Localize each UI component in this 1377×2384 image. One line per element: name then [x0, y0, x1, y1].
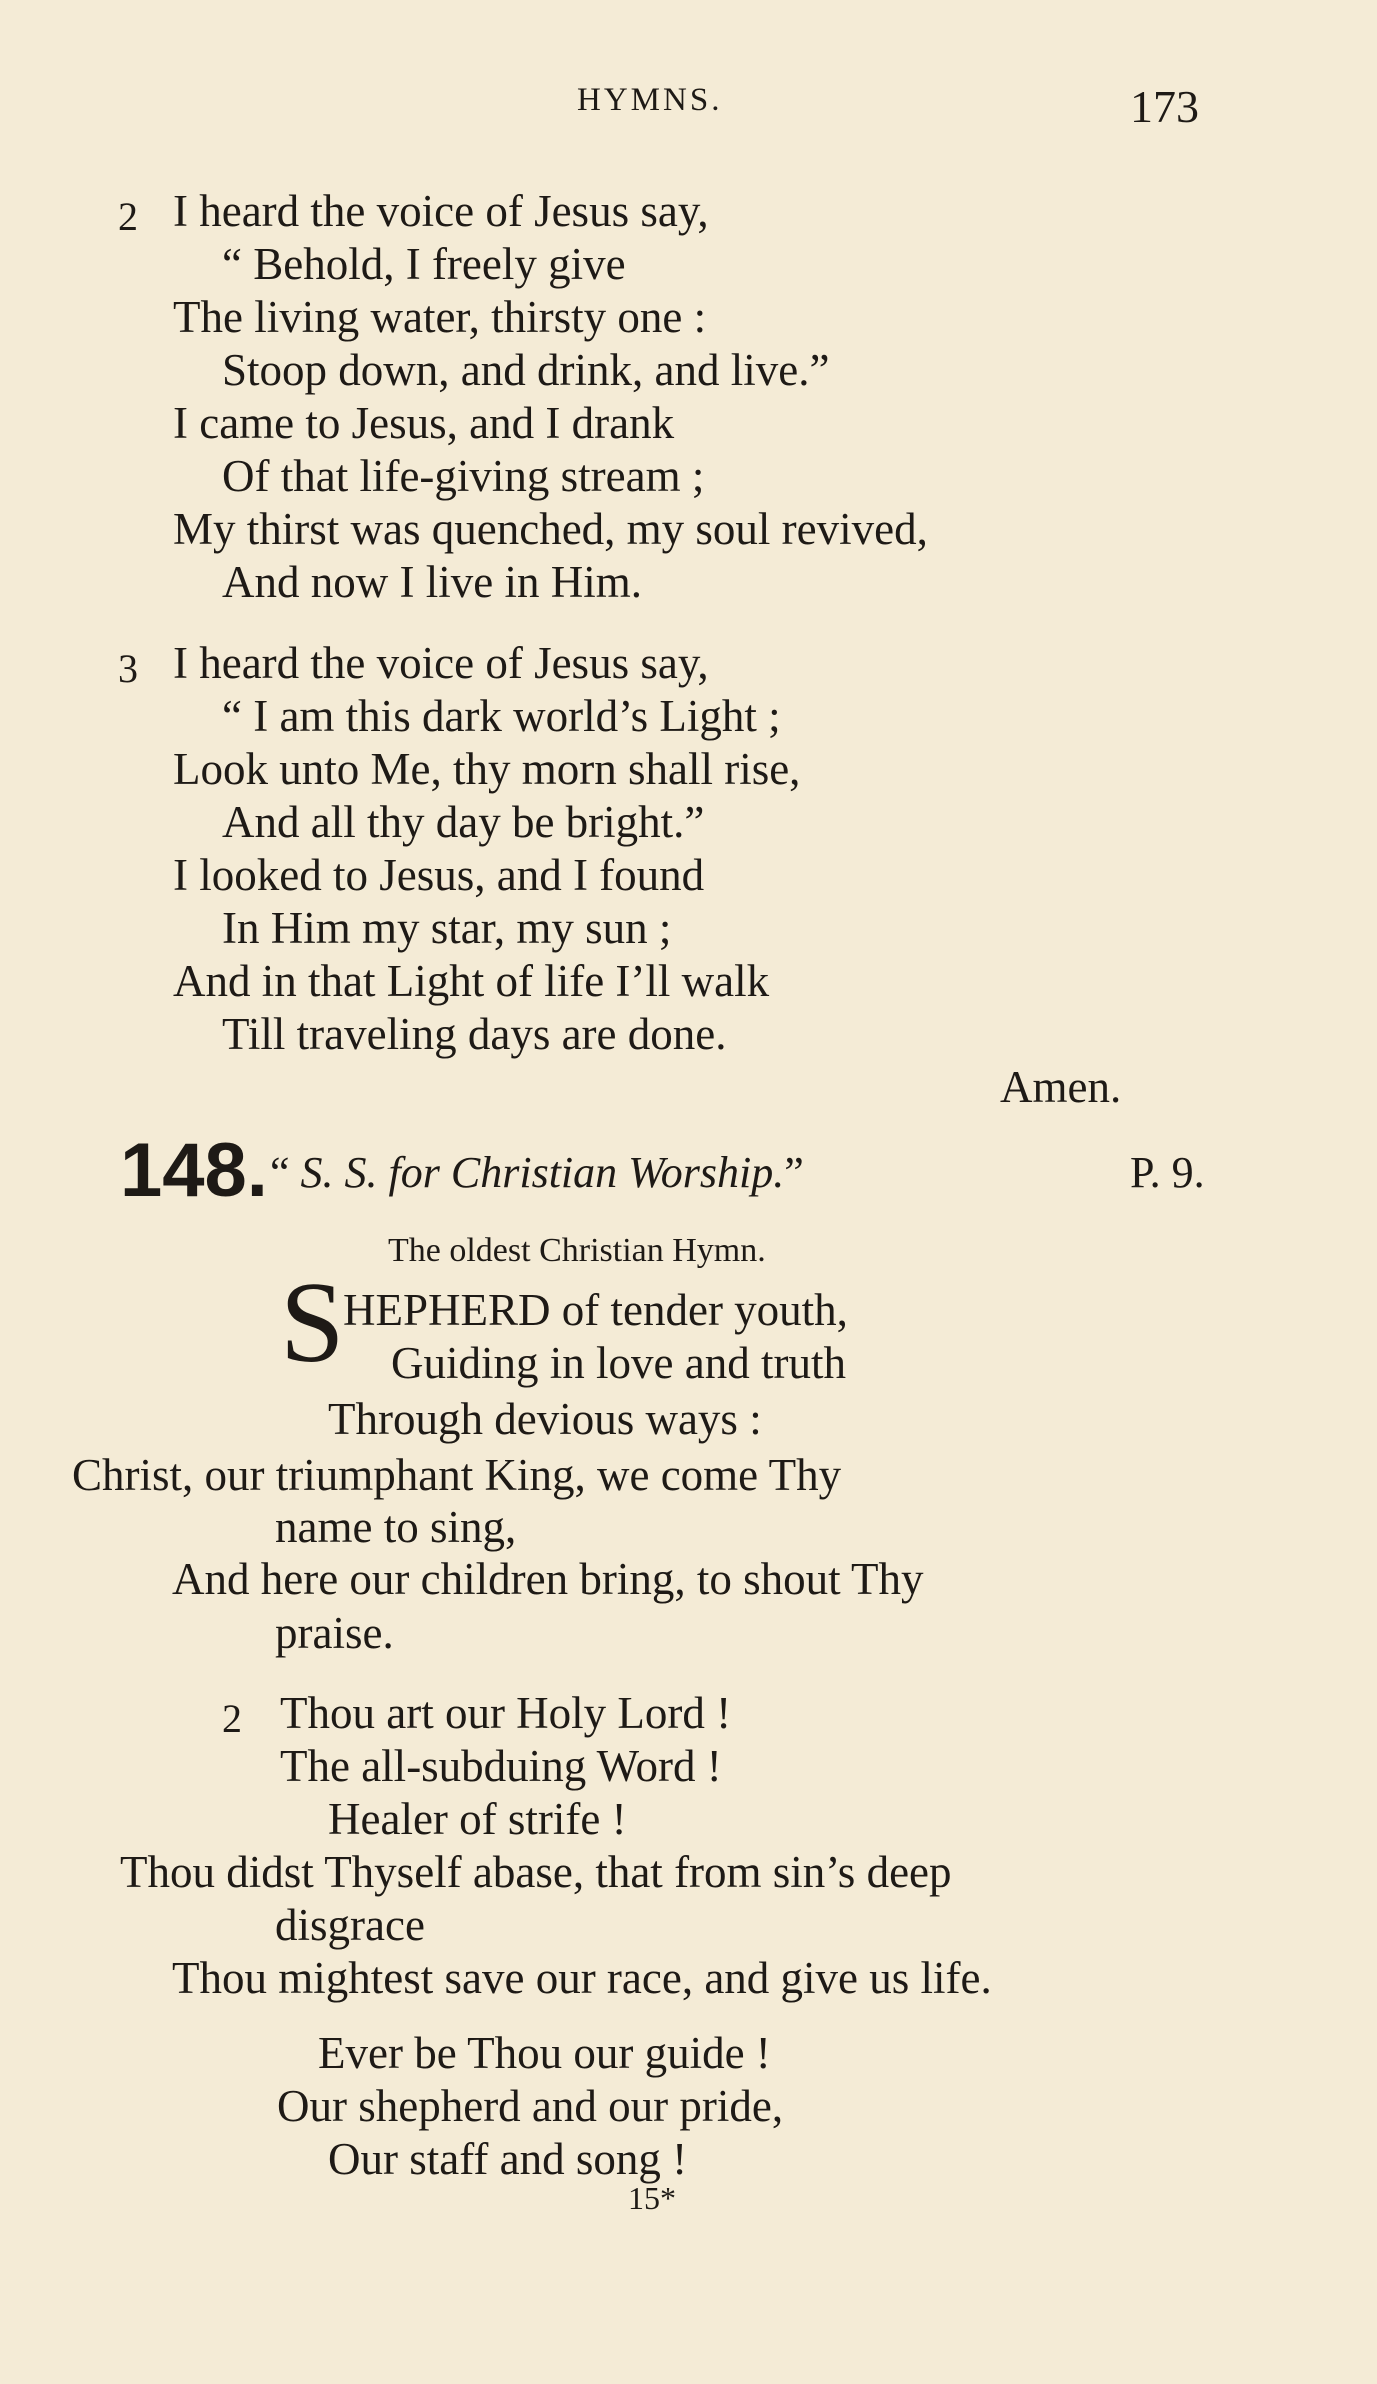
verse-line: Thou art our Holy Lord ! — [280, 1688, 732, 1738]
verse-line: praise. — [275, 1608, 394, 1658]
stanza-line: Of that life-giving stream ; — [222, 451, 705, 501]
stanza-line: And now I live in Him. — [222, 557, 642, 607]
stanza-line: “ Behold, I freely give — [222, 239, 626, 289]
verse-line: Healer of strife ! — [328, 1794, 627, 1844]
verse-line: Ever be Thou our guide ! — [318, 2028, 771, 2078]
verse-line: Thou mightest save our race, and give us life. — [172, 1953, 992, 2003]
stanza-line: My thirst was quenched, my soul revived, — [173, 504, 928, 554]
stanza-line: The living water, thirsty one : — [173, 292, 707, 342]
verse-line: And here our children bring, to shout Thy — [172, 1554, 924, 1604]
hymn-subtitle: The oldest Christian Hymn. — [388, 1232, 766, 1269]
stanza-line: I looked to Jesus, and I found — [173, 850, 705, 900]
stanza-line: “ I am this dark world’s Light ; — [222, 691, 781, 741]
tune-source — [270, 1147, 804, 1198]
tune-name: S. S. for Christian Worship. — [300, 1148, 785, 1197]
amen: Amen. — [1000, 1062, 1122, 1112]
stanza-line: I heard the voice of Jesus say, — [173, 186, 709, 236]
verse-line: Guiding in love and truth — [391, 1338, 846, 1388]
stanza-line: And all thy day be bright.” — [222, 797, 705, 847]
verse-line: name to sing, — [275, 1502, 517, 1552]
verse-line: The all-subduing Word ! — [280, 1741, 722, 1791]
quote-close: ” — [784, 1148, 804, 1197]
verse-line: disgrace — [275, 1900, 425, 1950]
stanza-number: 2 — [118, 194, 138, 239]
verse-line: Our staff and song ! — [328, 2134, 688, 2184]
page-number: 173 — [1130, 81, 1199, 132]
tune-page-reference: P. 9. — [1130, 1148, 1205, 1197]
verse-line: Thou didst Thyself abase, that from sin’s deep — [120, 1847, 952, 1897]
hymn-number: 148. — [120, 1128, 268, 1213]
stanza-line: And in that Light of life I’ll walk — [173, 956, 770, 1006]
stanza-number: 3 — [118, 646, 138, 691]
drop-cap: S — [280, 1259, 345, 1387]
stanza-line: I heard the voice of Jesus say, — [173, 638, 709, 688]
stanza-line: I came to Jesus, and I drank — [173, 398, 675, 448]
verse-line: HEPHERD of tender youth, — [343, 1285, 848, 1335]
verse-line: Through devious ways : — [328, 1394, 762, 1444]
stanza-line: Look unto Me, thy morn shall rise, — [173, 744, 801, 794]
stanza-line: Till traveling days are done. — [222, 1009, 727, 1059]
signature-mark: 15* — [628, 2180, 676, 2216]
verse-number: 2 — [222, 1696, 242, 1741]
verse-line: Christ, our triumphant King, we come Thy — [72, 1450, 842, 1500]
stanza-line: Stoop down, and drink, and live.” — [222, 345, 830, 395]
running-title: HYMNS. — [577, 82, 723, 118]
verse-line: Our shepherd and our pride, — [277, 2081, 784, 2131]
quote-open: “ — [270, 1148, 290, 1197]
stanza-line: In Him my star, my sun ; — [222, 903, 672, 953]
